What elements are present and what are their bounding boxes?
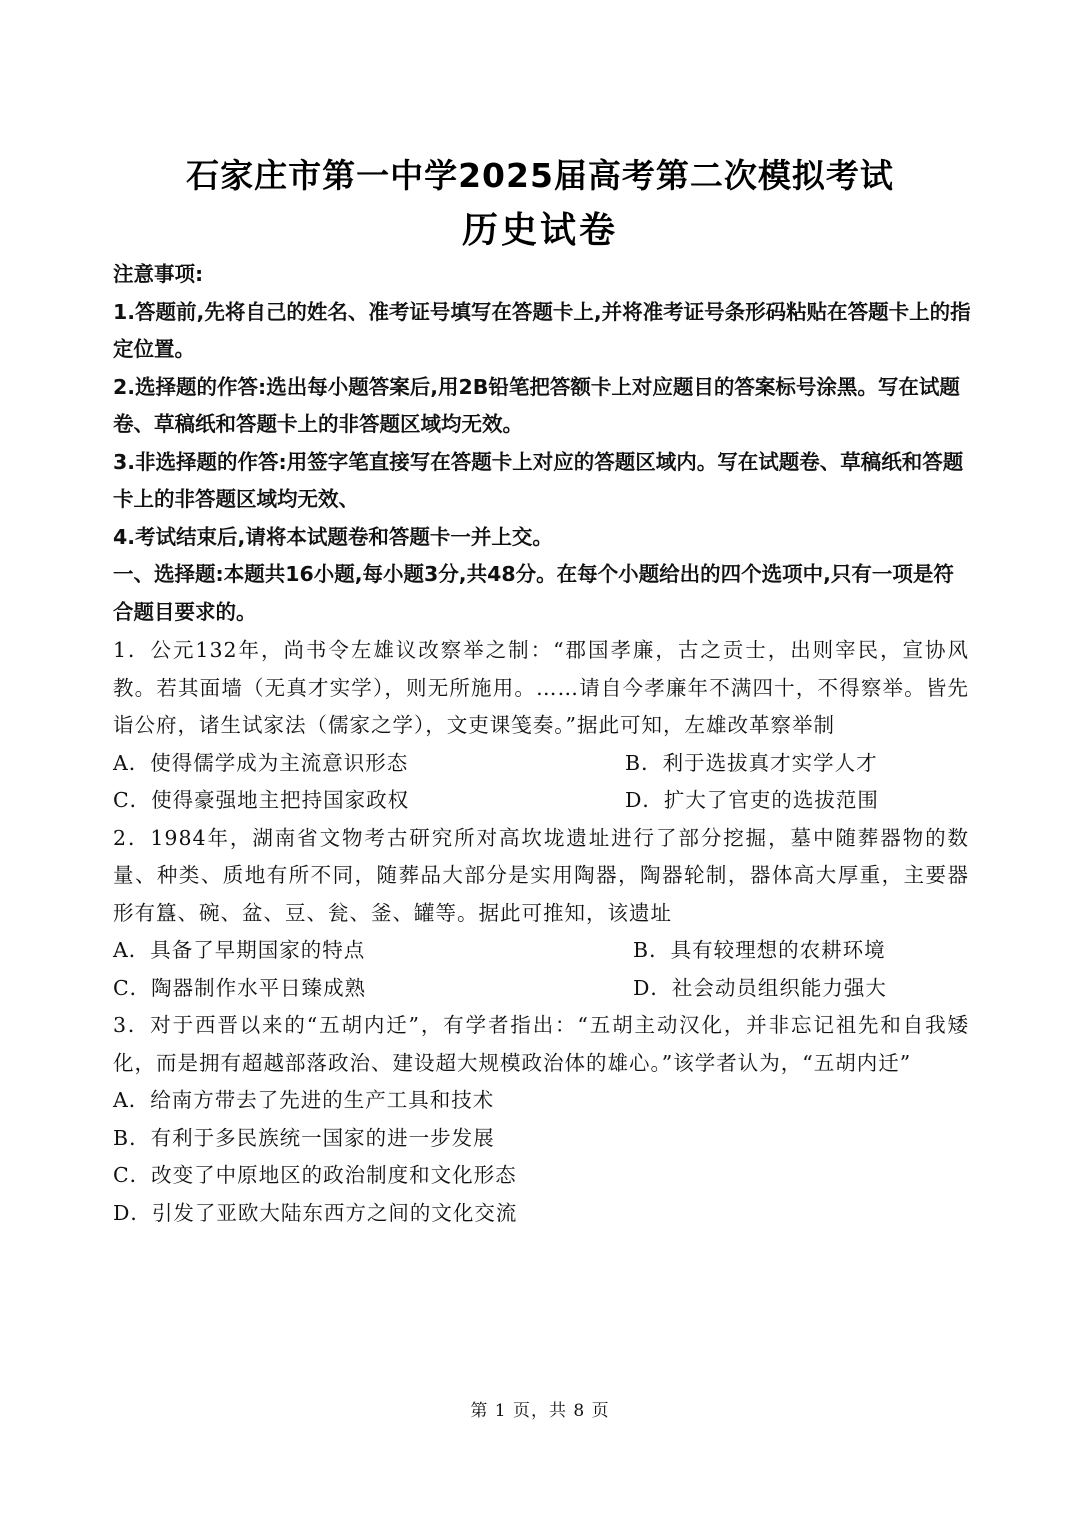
note-item: 4.考试结束后,请将本试题卷和答题卡一并上交。 [113, 524, 553, 549]
option-row [113, 782, 969, 820]
option-a: A．给南方带去了先进的生产工具和技术 [113, 1088, 495, 1112]
question-stem: 2．1984年，湖南省文物考古研究所对高坎垅遗址进行了部分挖掘，墓中随葬器物的数量、种类、质地有所不同，随葬品大部分是实用陶器，陶器轮制，器体高大厚重，主要器形有簋、碗、盆、豆、瓮、釜、罐等。据此可推知，该遗址 [113, 825, 969, 925]
option-d: D．扩大了官吏的选拔范围 [625, 788, 879, 812]
question-3 [113, 1007, 969, 1232]
option-b: B．利于选拔真才实学人才 [625, 750, 878, 775]
option-d: D．引发了亚欧大陆东西方之间的文化交流 [113, 1200, 518, 1225]
option-row [113, 932, 969, 970]
option-b: B．有利于多民族统一国家的进一步发展 [113, 1125, 495, 1150]
note-item: 3.非选择题的作答:用签字笔直接写在答题卡上对应的答题区域内。写在试题卷、草稿纸和答题卡上的非答题区域均无效、 [113, 449, 964, 511]
option-c: C．使得豪强地主把持国家政权 [113, 788, 410, 812]
notes-heading: 注意事项: [113, 262, 204, 286]
exam-subtitle: 历史试卷 [461, 210, 618, 251]
question-stem: 1．公元132年，尚书令左雄议改察举之制：“郡国孝廉，古之贡士，出则宰民，宣协风教。若其面墙（无真才实学），则无所施用。……请自今孝廉年不满四十，不得察举。皆先诣公府，诸生试家法（儒家之学），文吏课笺奏。”据此可知，左雄改革察举制 [113, 638, 969, 737]
note-item: 2.选择题的作答:选出每小题答案后,用2B铅笔把答额卡上对应题目的答案标号涂黑。写在试题卷、草稿纸和答题卡上的非答题区域均无效。 [113, 374, 960, 436]
notes-section [113, 256, 973, 631]
question-2 [113, 820, 969, 1008]
option-row [113, 970, 969, 1008]
option-row [113, 745, 969, 783]
question-stem: 3．对于西晋以来的“五胡内迁”，有学者指出：“五胡主动汉化，并非忘记祖先和自我矮化，而是拥有超越部落政治、建设超大规模政治体的雄心。”该学者认为，“五胡内迁” [113, 1013, 969, 1075]
option-a: A．具备了早期国家的特点 [113, 938, 366, 962]
option-a: A．使得儒学成为主流意识形态 [113, 750, 409, 775]
option-c: C．陶器制作水平日臻成熟 [113, 975, 367, 1000]
option-b: B．具有较理想的农耕环境 [633, 938, 886, 962]
exam-title: 石家庄市第一中学2025届高考第二次模拟考试 [186, 156, 894, 195]
note-item: 1.答题前,先将自己的姓名、准考证号填写在答题卡上,并将准考证号条形码粘贴在答题卡上的指定位置。 [113, 299, 971, 361]
option-c: C．改变了中原地区的政治制度和文化形态 [113, 1163, 517, 1187]
questions-section [113, 632, 969, 1232]
option-d: D．社会动员组织能力强大 [633, 975, 887, 1000]
page-number: 第 1 页，共 8 页 [470, 1401, 610, 1421]
question-1 [113, 632, 969, 820]
section-heading: 一、选择题:本题共16小题,每小题3分,共48分。在每个小题给出的四个选项中,只有一项是符合题目要求的。 [113, 562, 954, 624]
